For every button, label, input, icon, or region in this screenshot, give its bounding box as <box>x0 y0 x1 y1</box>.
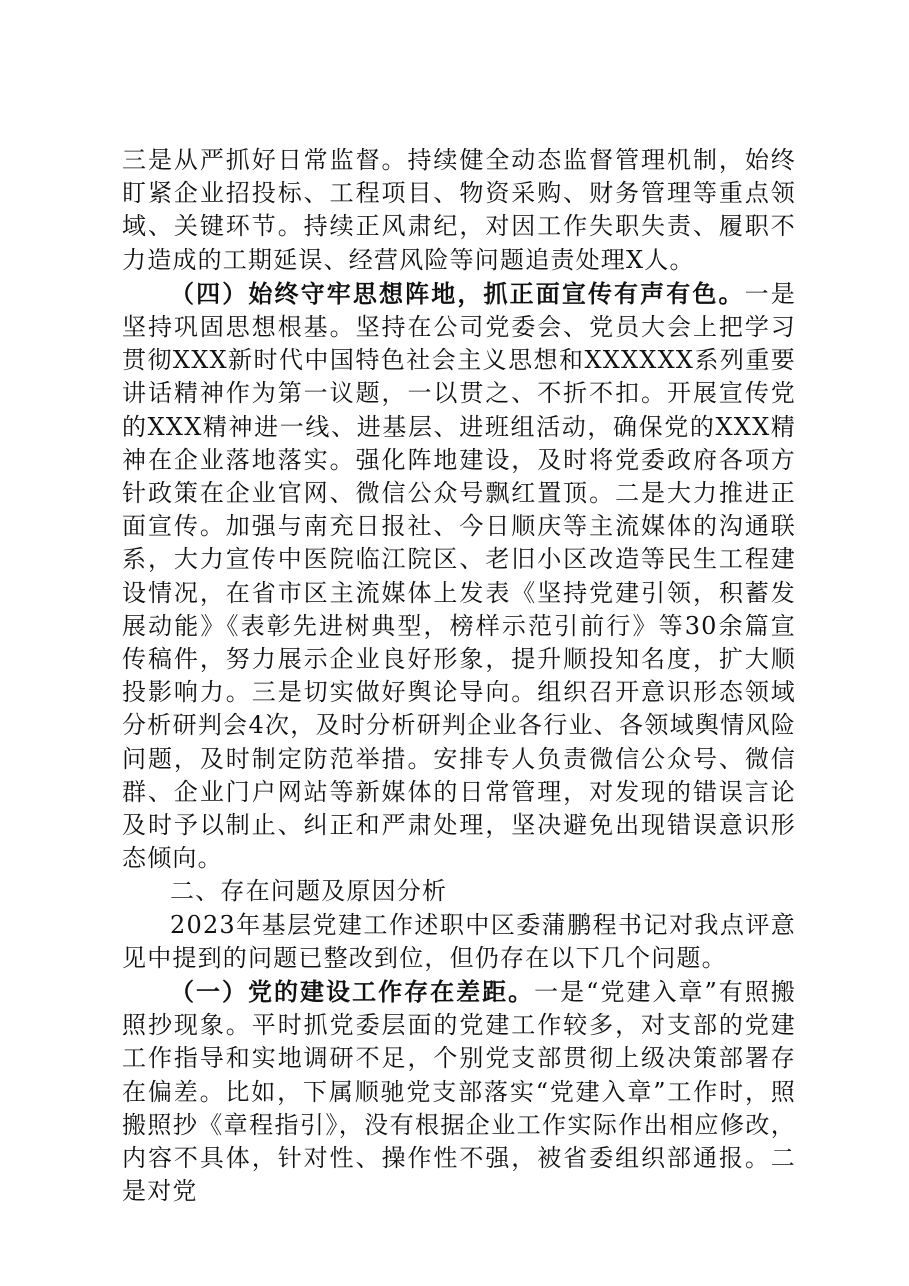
paragraph-text: 一是“党建入章”有照搬照抄现象。平时抓党委层面的党建工作较多，对支部的党建工作指导和实地调研不足，个别党支部贯彻上级决策部署存在偏差。比如，下属顺驰党支部落实“党建入章”工作时，照搬照抄《章程指引》，没有根据企业工作实际作出相应修改，内容不具体，针对性、操作性不强，被省委组织部通报。二是对党 <box>122 978 796 1206</box>
paragraph-lead: （四）始终守牢思想阵地，抓正面宣传有声有色。 <box>170 278 745 308</box>
paragraph-text: 一是坚持巩固思想根基。坚持在公司党委会、党员大会上把学习贯彻XXX新时代中国特色社会主义思想和XXXXXX系列重要讲话精神作为第一议题，一以贯之、不折不扣。开展宣传党的XXX精神进一线、进基层、进班组活动，确保党的XXX精神在企业落地落实。强化阵地建设，及时将党委政府各项方针政策在企业官网、微信公众号飘红置顶。二是大力推进正面宣传。加强与南充日报社、今日顺庆等主流媒体的沟通联系，大力宣传中医院临江院区、老旧小区改造等民生工程建设情况，在省市区主流媒体上发表《坚持党建引领，积蓄发展动能》《表彰先进树典型，榜样示范引前行》等30余篇宣传稿件，努力展示企业良好形象，提升顺投知名度，扩大顺投影响力。三是切实做好舆论导向。组织召开意识形态领域分析研判会4次，及时分析研判企业各行业、各领域舆情风险问题，及时制定防范举措。安排专人负责微信公众号、微信群、企业门户网站等新媒体的日常管理，对发现的错误言论及时予以制止、纠正和严肃处理，坚决避免出现错误意识形态倾向。 <box>122 279 796 873</box>
paragraph-party-building <box>122 975 796 1208</box>
paragraph-supervision <box>122 144 796 277</box>
paragraph-text: 三是从严抓好日常监督。持续健全动态监督管理机制，始终盯紧企业招投标、工程项目、物资采购、财务管理等重点领域、关键环节。持续正风肃纪，对因工作失职失责、履职不力造成的工期延误、经营风险等问题追责处理X人。 <box>122 146 796 274</box>
paragraph-lead: （一）党的建设工作存在差距。 <box>170 977 535 1007</box>
paragraph-text: 2023年基层党建工作述职中区委蒲鹏程书记对我点评意见中提到的问题已整改到位，但仍存在以下几个问题。 <box>122 910 796 972</box>
paragraph-review <box>122 909 796 975</box>
section-heading: 二、存在问题及原因分析 <box>170 877 448 906</box>
document-page <box>122 144 796 1209</box>
paragraph-ideology <box>122 277 796 876</box>
